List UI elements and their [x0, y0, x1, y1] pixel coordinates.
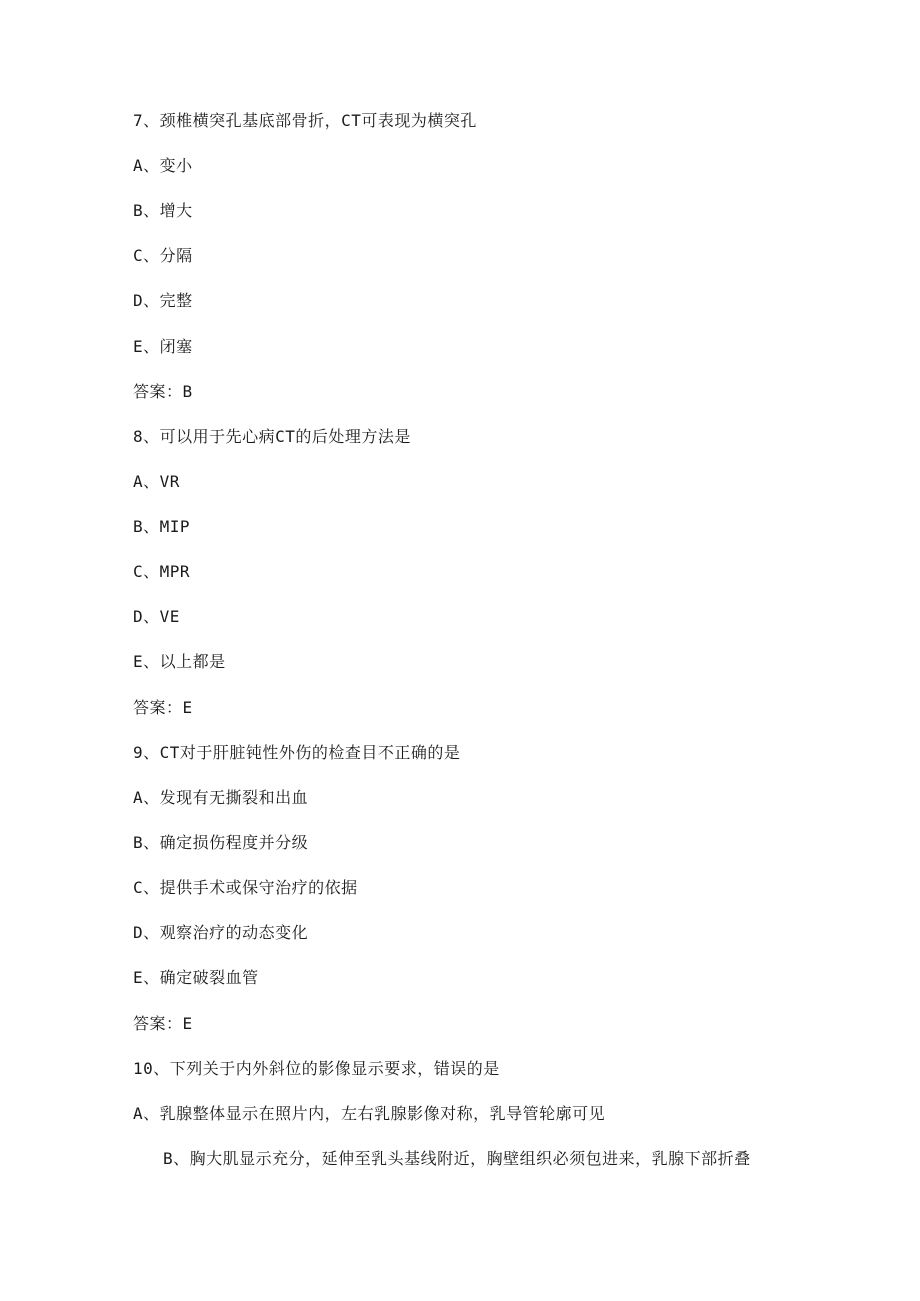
question-7-option-d: D、完整: [133, 291, 193, 310]
question-9-option-d: D、观察治疗的动态变化: [133, 923, 309, 942]
question-9-option-e: E、确定破裂血管: [133, 968, 259, 987]
question-7-option-a: A、变小: [133, 156, 193, 175]
question-7-option-e: E、闭塞: [133, 337, 193, 356]
question-10-option-a: A、乳腺整体显示在照片内，左右乳腺影像对称，乳导管轮廓可见: [133, 1104, 606, 1123]
question-9-option-c: C、提供手术或保守治疗的依据: [133, 878, 358, 897]
question-8-option-e: E、以上都是: [133, 652, 226, 671]
question-8-option-a: A、VR: [133, 472, 180, 491]
question-9-title: 9、CT对于肝脏钝性外伤的检查目不正确的是: [133, 743, 461, 762]
question-9-option-a: A、发现有无撕裂和出血: [133, 788, 309, 807]
question-10-option-b: B、胸大肌显示充分，延伸至乳头基线附近，胸壁组织必须包进来，乳腺下部折叠: [163, 1149, 751, 1168]
question-7-answer: 答案：B: [133, 382, 193, 401]
question-9-option-b: B、确定损伤程度并分级: [133, 833, 309, 852]
question-10-title: 10、下列关于内外斜位的影像显示要求，错误的是: [133, 1059, 500, 1078]
question-8-option-d: D、VE: [133, 607, 180, 626]
question-8-title: 8、可以用于先心病CT的后处理方法是: [133, 427, 411, 446]
question-7-option-c: C、分隔: [133, 246, 193, 265]
question-7-option-b: B、增大: [133, 201, 193, 220]
question-7-title: 7、颈椎横突孔基底部骨折，CT可表现为横突孔: [133, 111, 477, 130]
question-8-option-c: C、MPR: [133, 562, 191, 581]
question-8-answer: 答案：E: [133, 698, 193, 717]
question-8-option-b: B、MIP: [133, 517, 191, 536]
question-9-answer: 答案：E: [133, 1014, 193, 1033]
